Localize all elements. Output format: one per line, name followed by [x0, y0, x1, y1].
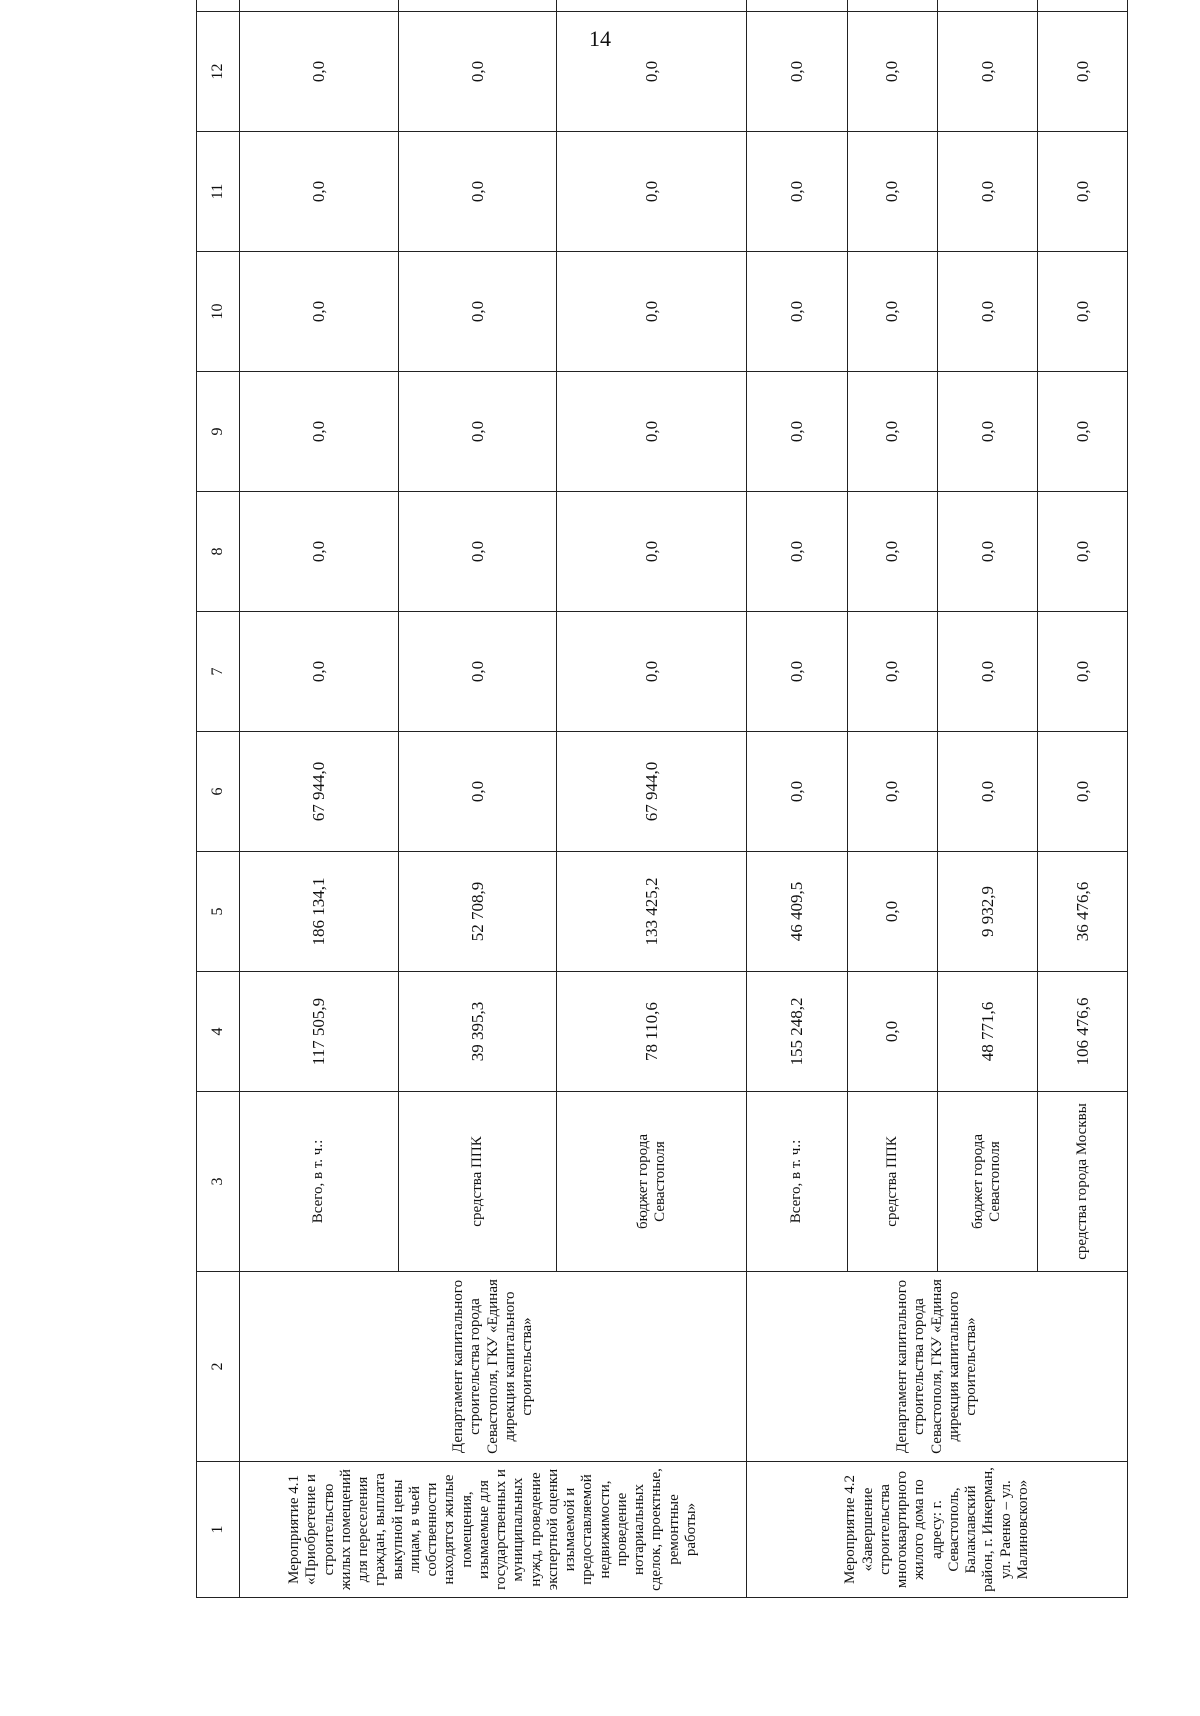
- value-cell: 0,0: [847, 252, 937, 372]
- value-cell: 0,0: [847, 972, 937, 1092]
- column-header: 11: [197, 132, 240, 252]
- value-cell: 0,0: [937, 252, 1037, 372]
- funding-source-cell: бюджет города Севастополя: [557, 1092, 747, 1272]
- table-row: [747, 0, 847, 1598]
- value-cell: 36 476,6: [1038, 852, 1128, 972]
- value-cell: 0,0: [847, 732, 937, 852]
- value-cell: 0,0: [1038, 732, 1128, 852]
- value-cell: 0,0: [557, 612, 747, 732]
- column-header: 6: [197, 732, 240, 852]
- value-cell: 0,0: [747, 372, 847, 492]
- measure-cell: Мероприятие 4.2 «Завершение строительства многоквартирного жилого дома по адресу: г. Севастополь, Балаклавский район, г. Инкерман, ул. Раенко – ул. Малиновского»: [747, 1462, 1128, 1598]
- table-container: [196, 60, 1128, 1598]
- column-header: 8: [197, 492, 240, 612]
- value-cell: 0,0: [847, 492, 937, 612]
- value-cell: 0,0: [557, 12, 747, 132]
- funding-source-cell: средства города Москвы: [1038, 1092, 1128, 1272]
- column-header: 1: [197, 1462, 240, 1598]
- value-cell: 0,0: [747, 252, 847, 372]
- value-cell: 0,0: [747, 132, 847, 252]
- value-cell: 78 110,6: [557, 972, 747, 1092]
- funding-source-cell: средства ППК: [847, 1092, 937, 1272]
- value-cell: 0,0: [398, 372, 557, 492]
- value-cell: 0,0: [747, 12, 847, 132]
- funding-source-cell: Всего, в т. ч.:: [747, 1092, 847, 1272]
- column-header: 5: [197, 852, 240, 972]
- column-header: 4: [197, 972, 240, 1092]
- column-header: 9: [197, 372, 240, 492]
- value-cell: 46 409,5: [747, 852, 847, 972]
- value-cell: 0,0: [847, 132, 937, 252]
- funding-source-cell: Всего, в т. ч.:: [240, 1092, 399, 1272]
- value-cell: [240, 0, 399, 12]
- value-cell: 0,0: [398, 612, 557, 732]
- value-cell: 0,0: [240, 492, 399, 612]
- value-cell: 0,0: [1038, 132, 1128, 252]
- funding-source-cell: средства ППК: [398, 1092, 557, 1272]
- value-cell: 0,0: [1038, 492, 1128, 612]
- header-row: [197, 0, 240, 1598]
- value-cell: 0,0: [937, 612, 1037, 732]
- value-cell: 0,0: [1038, 612, 1128, 732]
- value-cell: [747, 0, 847, 12]
- value-cell: 0,0: [240, 372, 399, 492]
- value-cell: [937, 0, 1037, 12]
- value-cell: 0,0: [557, 492, 747, 612]
- value-cell: 0,0: [847, 372, 937, 492]
- value-cell: 0,0: [240, 12, 399, 132]
- value-cell: 155 248,2: [747, 972, 847, 1092]
- value-cell: 67 944,0: [557, 732, 747, 852]
- value-cell: 0,0: [847, 852, 937, 972]
- value-cell: 186 134,1: [240, 852, 399, 972]
- column-header: [197, 0, 240, 12]
- column-header: 10: [197, 252, 240, 372]
- value-cell: 0,0: [1038, 372, 1128, 492]
- executor-cell: Департамент капитального строительства города Севастополя, ГКУ «Единая дирекция капитального строительства»: [240, 1272, 747, 1462]
- value-cell: 52 708,9: [398, 852, 557, 972]
- value-cell: 0,0: [937, 732, 1037, 852]
- column-header: 12: [197, 12, 240, 132]
- value-cell: 0,0: [557, 372, 747, 492]
- value-cell: 0,0: [937, 132, 1037, 252]
- measure-cell: Мероприятие 4.1 «Приобретение и строительство жилых помещений для переселения граждан, выплата выкупной цены лицам, в чьей собственности находятся жилые помещения, изымаемые для государственных и муниципальных нужд, проведение экспертной оценки изымаемой и предоставляемой недвижимости, проведение нотариальных сделок, проектные, ремонтные работы»: [240, 1462, 747, 1598]
- funding-source-cell: бюджет города Севастополя: [937, 1092, 1037, 1272]
- column-header: 2: [197, 1272, 240, 1462]
- value-cell: 0,0: [398, 252, 557, 372]
- table-body: [240, 0, 1128, 1598]
- value-cell: [557, 0, 747, 12]
- column-header: 7: [197, 612, 240, 732]
- value-cell: 0,0: [937, 372, 1037, 492]
- value-cell: 0,0: [557, 252, 747, 372]
- table-row: [240, 0, 399, 1598]
- value-cell: 0,0: [398, 492, 557, 612]
- value-cell: 106 476,6: [1038, 972, 1128, 1092]
- executor-cell: Департамент капитального строительства города Севастополя, ГКУ «Единая дирекция капитального строительства»: [747, 1272, 1128, 1462]
- value-cell: [398, 0, 557, 12]
- value-cell: 0,0: [1038, 12, 1128, 132]
- value-cell: 0,0: [747, 732, 847, 852]
- value-cell: 9 932,9: [937, 852, 1037, 972]
- page-number: 14: [589, 26, 611, 51]
- value-cell: 39 395,3: [398, 972, 557, 1092]
- value-cell: 0,0: [398, 132, 557, 252]
- funding-table: [196, 0, 1128, 1598]
- value-cell: 0,0: [557, 132, 747, 252]
- value-cell: [1038, 0, 1128, 12]
- value-cell: 0,0: [398, 12, 557, 132]
- value-cell: 67 944,0: [240, 732, 399, 852]
- value-cell: 0,0: [937, 492, 1037, 612]
- value-cell: 0,0: [240, 612, 399, 732]
- value-cell: 0,0: [240, 132, 399, 252]
- value-cell: 0,0: [398, 732, 557, 852]
- value-cell: 0,0: [937, 12, 1037, 132]
- column-header: 3: [197, 1092, 240, 1272]
- value-cell: 0,0: [747, 612, 847, 732]
- value-cell: 117 505,9: [240, 972, 399, 1092]
- value-cell: 0,0: [847, 612, 937, 732]
- value-cell: [847, 0, 937, 12]
- value-cell: 0,0: [240, 252, 399, 372]
- value-cell: 133 425,2: [557, 852, 747, 972]
- value-cell: 0,0: [1038, 252, 1128, 372]
- value-cell: 0,0: [747, 492, 847, 612]
- value-cell: 48 771,6: [937, 972, 1037, 1092]
- value-cell: 0,0: [847, 12, 937, 132]
